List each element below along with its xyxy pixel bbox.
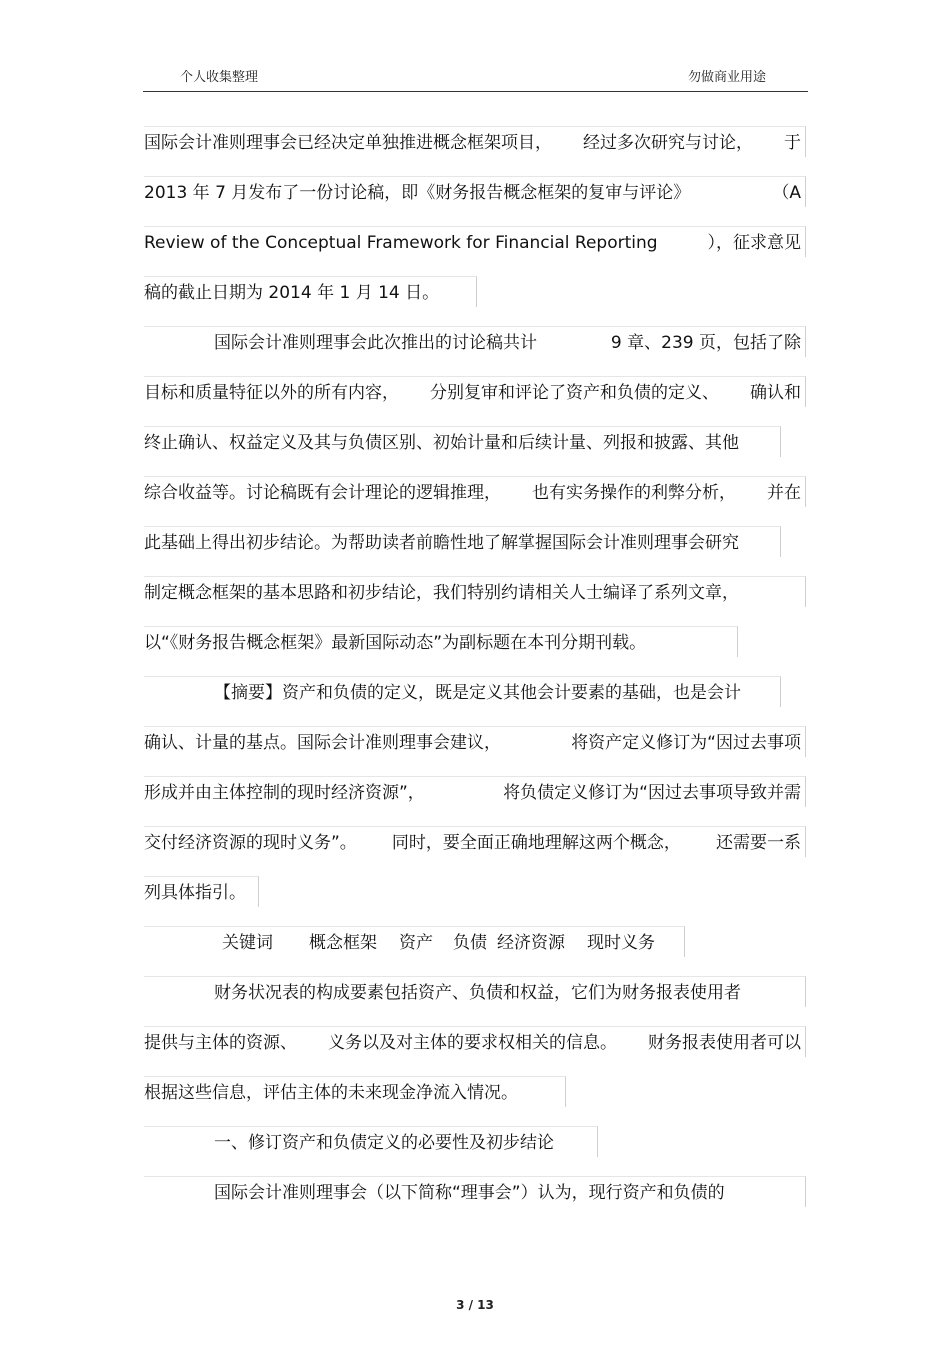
text-segment: 确认、计量的基点。国际会计准则理事会建议， bbox=[144, 733, 501, 753]
paragraph-line bbox=[144, 781, 801, 805]
paragraph-line bbox=[214, 1131, 554, 1155]
paragraph-line bbox=[144, 481, 801, 505]
text-segment: Review of the Conceptual Framework for Financial Reporting bbox=[144, 233, 658, 253]
paragraph-line bbox=[144, 181, 801, 205]
paragraph-line bbox=[144, 881, 246, 905]
paragraph-line bbox=[214, 1181, 725, 1205]
text-segment: 分别复审和评论了资产和负债的定义、 bbox=[430, 383, 719, 403]
text-segment: 交付经济资源的现时义务”。 bbox=[144, 833, 357, 853]
paragraph-line bbox=[144, 431, 739, 455]
text-segment: 也有实务操作的利弊分析， bbox=[532, 483, 736, 503]
text-segment: 制定概念框架的基本思路和初步结论，我们特别约请相关人士编译了系列文章， bbox=[144, 583, 739, 603]
paragraph-line bbox=[144, 831, 801, 855]
text-segment: 稿的截止日期为 2014 年 1 月 14 日。 bbox=[144, 283, 440, 303]
paragraph-line bbox=[214, 981, 741, 1005]
text-segment: 9 章、239 页，包括了除 bbox=[610, 333, 801, 353]
text-segment: （A bbox=[772, 183, 801, 203]
text-segment: 国际会计准则理事会此次推出的讨论稿共计 bbox=[214, 333, 537, 353]
text-segment: 确认和 bbox=[750, 383, 801, 403]
text-segment: 一、修订资产和负债定义的必要性及初步结论 bbox=[214, 1133, 554, 1153]
paragraph-line bbox=[144, 231, 801, 255]
text-segment: 以“《财务报告概念框架》最新国际动态”为副标题在本刊分期刊载。 bbox=[144, 633, 647, 653]
paragraph-line bbox=[144, 581, 739, 605]
page-number: 3 / 13 bbox=[456, 1298, 494, 1312]
text-segment: 于 bbox=[784, 133, 801, 153]
text-segment: 将资产定义修订为“因过去事项 bbox=[571, 733, 801, 753]
header-right-text: 勿做商业用途 bbox=[688, 70, 767, 85]
text-segment: 经过多次研究与讨论， bbox=[583, 133, 753, 153]
text-segment: 国际会计准则理事会（以下简称“理事会”）认为，现行资产和负债的 bbox=[214, 1183, 725, 1203]
paragraph-line bbox=[144, 381, 801, 405]
keywords-line bbox=[222, 931, 655, 955]
header-rule bbox=[143, 91, 808, 92]
text-segment: 综合收益等。讨论稿既有会计理论的逻辑推理， bbox=[144, 483, 501, 503]
paragraph-line bbox=[144, 1031, 801, 1055]
keywords-label: 关键词 bbox=[222, 933, 273, 953]
paragraph-line bbox=[144, 281, 439, 305]
text-segment: 义务以及对主体的要求权相关的信息。 bbox=[328, 1033, 617, 1053]
paragraph-line bbox=[214, 331, 801, 355]
text-segment: 目标和质量特征以外的所有内容， bbox=[144, 383, 399, 403]
keyword-item: 负债 bbox=[453, 933, 487, 953]
paragraph-line bbox=[144, 1081, 518, 1105]
text-segment: 将负债定义修订为“因过去事项导致并需 bbox=[503, 783, 801, 803]
text-segment: 财务状况表的构成要素包括资产、负债和权益，它们为财务报表使用者 bbox=[214, 983, 741, 1003]
paragraph-line bbox=[144, 131, 801, 155]
keyword-item: 现时义务 bbox=[587, 933, 655, 953]
paragraph-line bbox=[144, 531, 739, 555]
keyword-item: 资产 bbox=[399, 933, 433, 953]
text-segment: 列具体指引。 bbox=[144, 883, 246, 903]
text-segment: 并在 bbox=[767, 483, 801, 503]
text-segment: 财务报表使用者可以 bbox=[648, 1033, 801, 1053]
text-segment: 形成并由主体控制的现时经济资源”， bbox=[144, 783, 425, 803]
text-segment: 2013 年 7 月发布了一份讨论稿，即《财务报告概念框架的复审与评论》 bbox=[144, 183, 691, 203]
paragraph-line bbox=[144, 631, 646, 655]
paragraph-line bbox=[144, 731, 801, 755]
keyword-item: 经济资源 bbox=[497, 933, 565, 953]
paragraph-line bbox=[214, 681, 741, 705]
text-segment: 国际会计准则理事会已经决定单独推进概念框架项目， bbox=[144, 133, 552, 153]
text-segment: 同时，要全面正确地理解这两个概念， bbox=[391, 833, 681, 853]
text-segment: 根据这些信息，评估主体的未来现金净流入情况。 bbox=[144, 1083, 518, 1103]
text-segment: 终止确认、权益定义及其与负债区别、初始计量和后续计量、列报和披露、其他 bbox=[144, 433, 739, 453]
text-segment: ），征求意见 bbox=[707, 233, 801, 253]
text-segment: 【摘要】资产和负债的定义，既是定义其他会计要素的基础，也是会计 bbox=[214, 683, 741, 703]
text-segment: 还需要一系 bbox=[716, 833, 801, 853]
keyword-item: 概念框架 bbox=[309, 933, 377, 953]
header-left-text: 个人收集整理 bbox=[180, 70, 259, 85]
text-segment: 此基础上得出初步结论。为帮助读者前瞻性地了解掌握国际会计准则理事会研究 bbox=[144, 533, 739, 553]
text-segment: 提供与主体的资源、 bbox=[144, 1033, 297, 1053]
